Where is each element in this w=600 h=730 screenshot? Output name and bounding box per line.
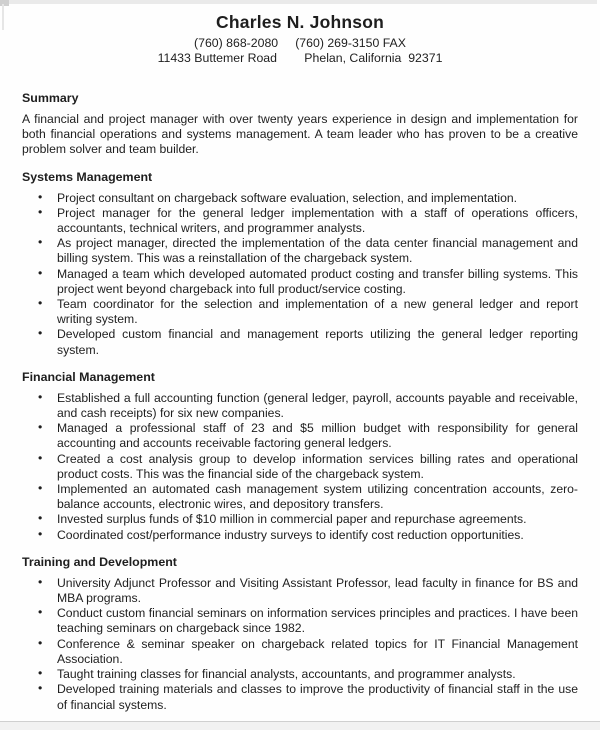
bullet-text: Team coordinator for the selection and implementation of a new general ledger and report writing system. bbox=[57, 297, 578, 327]
bullet-icon: • bbox=[38, 511, 43, 526]
bullet-icon: • bbox=[38, 666, 43, 681]
contact-phone-line: (760) 868-2080 (760) 269-3150 FAX bbox=[194, 36, 406, 50]
financial-management-heading: Financial Management bbox=[22, 369, 155, 384]
bullet-text: Created a cost analysis group to develop information services billing rates and operational product costs. This was the financial side of the chargeback system. bbox=[57, 451, 578, 481]
bullet-text: Established a full accounting function (general ledger, payroll, accounts payable and receivable, and cash receipts) for six new companies. bbox=[57, 390, 578, 421]
scan-artifact-top-edge bbox=[0, 0, 597, 4]
bullet-text: Coordinated cost/performance industry surveys to identify cost reduction opportunities. bbox=[57, 527, 524, 542]
bullet-icon: • bbox=[38, 605, 43, 620]
bullet-icon: • bbox=[38, 481, 43, 496]
bullet-item bbox=[22, 512, 578, 527]
bullet-text: Implemented an automated cash management system utilizing concentration accounts, zero-balance accounts, electronic wires, and depository transfers. bbox=[57, 482, 578, 512]
bullet-icon: • bbox=[38, 635, 43, 650]
systems-management-list bbox=[22, 191, 578, 358]
bullet-icon: • bbox=[38, 265, 43, 280]
section-training-development bbox=[22, 555, 578, 713]
bullet-text: Conduct custom financial seminars on information services principles and practices. I have been teaching seminars on chargeback since 1982. bbox=[57, 606, 578, 636]
bullet-icon: • bbox=[38, 189, 43, 204]
financial-management-list bbox=[22, 391, 578, 543]
bullet-item bbox=[22, 576, 578, 606]
bullet-item bbox=[22, 528, 578, 543]
bullet-item bbox=[22, 191, 578, 206]
scan-artifact-left-edge bbox=[2, 4, 4, 30]
bullet-text: Taught training classes for financial analysts, accountants, and programmer analysts. bbox=[57, 667, 516, 682]
bullet-item bbox=[22, 667, 578, 682]
bullet-text: Conference & seminar speaker on chargeback related topics for IT Financial Management Association. bbox=[57, 636, 578, 666]
resume-header bbox=[22, 12, 578, 65]
section-systems-management bbox=[22, 170, 578, 358]
bullet-item bbox=[22, 206, 578, 236]
bullet-icon: • bbox=[38, 574, 43, 589]
bullet-text: Managed a team which developed automated product costing and transfer billing systems. This project went beyond chargeback into full product/service costing. bbox=[57, 266, 578, 296]
bullet-icon: • bbox=[38, 681, 43, 696]
bullet-text: Developed training materials and classes to improve the productivity of financial staff in the use of financial systems. bbox=[57, 682, 578, 712]
bullet-text: Project manager for the general ledger implementation with a staff of operations officers, accountants, technical writers, and programmer analysts. bbox=[57, 205, 578, 236]
summary-heading: Summary bbox=[22, 91, 79, 105]
bullet-icon: • bbox=[38, 326, 43, 341]
bullet-item bbox=[22, 236, 578, 266]
bullet-icon: • bbox=[38, 235, 43, 250]
bullet-icon: • bbox=[38, 296, 43, 311]
bullet-item bbox=[22, 452, 578, 482]
bullet-item bbox=[22, 267, 578, 297]
systems-management-heading: Systems Management bbox=[22, 169, 153, 184]
bullet-item bbox=[22, 391, 578, 421]
bullet-icon: • bbox=[38, 204, 43, 219]
bullet-icon: • bbox=[38, 389, 43, 404]
summary-paragraph: A financial and project manager with over twenty years experience in design and implementation for both financial operations and systems management. A team leader who has proven to be a creative problem solver and team builder. bbox=[22, 112, 578, 157]
bullet-item bbox=[22, 637, 578, 667]
bullet-text: Developed custom financial and management reports utilizing the general ledger reporting system. bbox=[57, 327, 578, 357]
scan-artifact-bottom-edge bbox=[0, 721, 600, 730]
bullet-icon: • bbox=[38, 526, 43, 541]
bullet-item bbox=[22, 606, 578, 636]
person-name: Charles N. Johnson bbox=[216, 12, 384, 32]
bullet-item bbox=[22, 327, 578, 357]
training-development-list bbox=[22, 576, 578, 713]
bullet-text: Managed a professional staff of 23 and $5 million budget with responsibility for general accounting and accounts receivable factoring general ledgers. bbox=[57, 421, 578, 451]
bullet-text: University Adjunct Professor and Visiting Assistant Professor, lead faculty in finance for BS and MBA programs. bbox=[57, 575, 578, 606]
training-development-heading: Training and Development bbox=[22, 554, 177, 569]
bullet-item bbox=[22, 682, 578, 712]
bullet-text: Invested surplus funds of $10 million in commercial paper and repurchase agreements. bbox=[57, 512, 527, 527]
section-financial-management bbox=[22, 370, 578, 543]
bullet-text: Project consultant on chargeback software evaluation, selection, and implementation. bbox=[57, 190, 518, 205]
bullet-item bbox=[22, 421, 578, 451]
bullet-icon: • bbox=[38, 420, 43, 435]
section-summary bbox=[22, 91, 578, 158]
contact-address-line: 11433 Buttemer Road Phelan, California 92371 bbox=[157, 50, 443, 65]
bullet-item bbox=[22, 482, 578, 512]
bullet-item bbox=[22, 297, 578, 327]
bullet-text: As project manager, directed the implementation of the data center financial management and billing system. This was a reinstallation of the chargeback system. bbox=[57, 236, 578, 266]
bullet-icon: • bbox=[38, 450, 43, 465]
